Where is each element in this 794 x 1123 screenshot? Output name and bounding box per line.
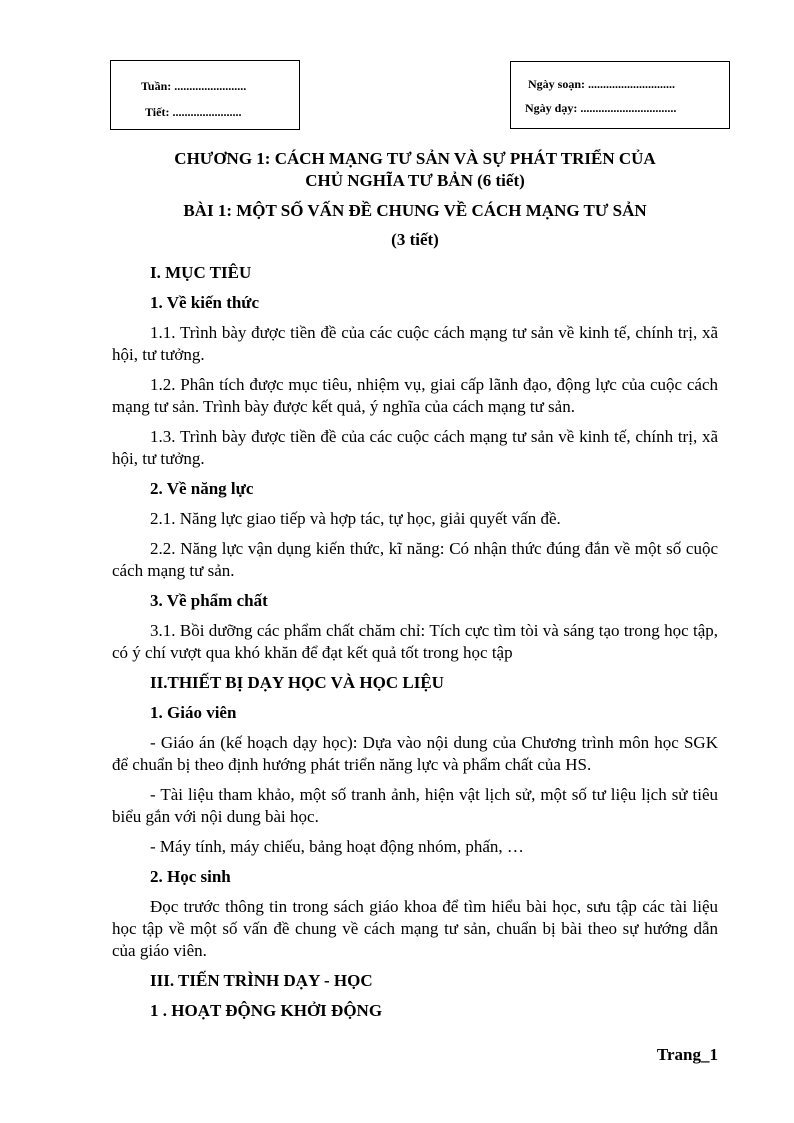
chapter-title-line1: CHƯƠNG 1: CÁCH MẠNG TƯ SẢN VÀ SỰ PHÁT TRIỂN CỦA: [174, 149, 656, 168]
week-period-box: [110, 60, 300, 130]
paragraph: 1.3. Trình bày được tiền đề của các cuộc cách mạng tư sản về kinh tế, chính trị, xã hội, tư tưởng.: [112, 427, 718, 468]
period-field: Tiết: .......................: [145, 105, 242, 119]
document-body: [112, 148, 718, 1022]
paragraph: - Giáo án (kế hoạch dạy học): Dựa vào nội dung của Chương trình môn học SGK để chuẩn bị theo định hướng phát triển năng lực và phẩm chất của HS.: [112, 733, 718, 774]
subsection-heading: 1 . HOẠT ĐỘNG KHỞI ĐỘNG: [150, 1001, 383, 1020]
prep-date-field: Ngày soạn: .............................: [528, 77, 676, 91]
section-heading: III. TIẾN TRÌNH DẠY - HỌC: [150, 971, 373, 990]
section-heading: I. MỤC TIÊU: [150, 263, 252, 282]
paragraph: - Tài liệu tham khảo, một số tranh ảnh, hiện vật lịch sử, một số tư liệu lịch sử tiêu biểu gắn với nội dung bài học.: [112, 785, 718, 826]
lesson-title: [112, 196, 718, 254]
paragraph: 1.2. Phân tích được mục tiêu, nhiệm vụ, giai cấp lãnh đạo, động lực của cuộc cách mạng tư sản. Trình bày được kết quả, ý nghĩa của cách mạng tư sản.: [112, 375, 718, 416]
paragraph: Đọc trước thông tin trong sách giáo khoa để tìm hiểu bài học, sưu tập các tài liệu học tập về một số vấn đề chung về cách mạng tư sản, chuẩn bị bài theo sự hướng dẫn của giáo viên.: [112, 897, 718, 960]
week-field: Tuần: ........................: [141, 79, 247, 93]
chapter-title-line2: CHỦ NGHĨA TƯ BẢN (6 tiết): [305, 171, 525, 190]
date-box: [510, 61, 730, 129]
chapter-title: [112, 148, 718, 192]
paragraph: 3.1. Bồi dưỡng các phẩm chất chăm chỉ: Tích cực tìm tòi và sáng tạo trong học tập, có ý chí vượt qua khó khăn để đạt kết quả tốt trong học tập: [112, 621, 718, 662]
paragraph: - Máy tính, máy chiếu, bảng hoạt động nhóm, phấn, …: [150, 837, 524, 856]
teach-date-field: Ngày dạy: ................................: [525, 101, 677, 115]
section-heading: II.THIẾT BỊ DẠY HỌC VÀ HỌC LIỆU: [150, 673, 444, 692]
paragraph: 2.2. Năng lực vận dụng kiến thức, kĩ năng: Có nhận thức đúng đắn về một số cuộc cách mạng tư sản.: [112, 539, 718, 580]
lesson-title-line2: (3 tiết): [391, 230, 439, 249]
lesson-title-line1: BÀI 1: MỘT SỐ VẤN ĐỀ CHUNG VỀ CÁCH MẠNG TƯ SẢN: [183, 201, 647, 220]
subsection-heading: 2. Về năng lực: [150, 479, 254, 498]
paragraph: 2.1. Năng lực giao tiếp và hợp tác, tự học, giải quyết vấn đề.: [150, 509, 561, 528]
paragraph: 1.1. Trình bày được tiền đề của các cuộc cách mạng tư sản về kinh tế, chính trị, xã hội, tư tưởng.: [112, 323, 718, 364]
subsection-heading: 1. Giáo viên: [150, 703, 237, 722]
page-number: Trang_1: [656, 1045, 718, 1064]
subsection-heading: 1. Về kiến thức: [150, 293, 260, 312]
subsection-heading: 2. Học sinh: [150, 867, 231, 886]
subsection-heading: 3. Về phẩm chất: [150, 591, 268, 610]
